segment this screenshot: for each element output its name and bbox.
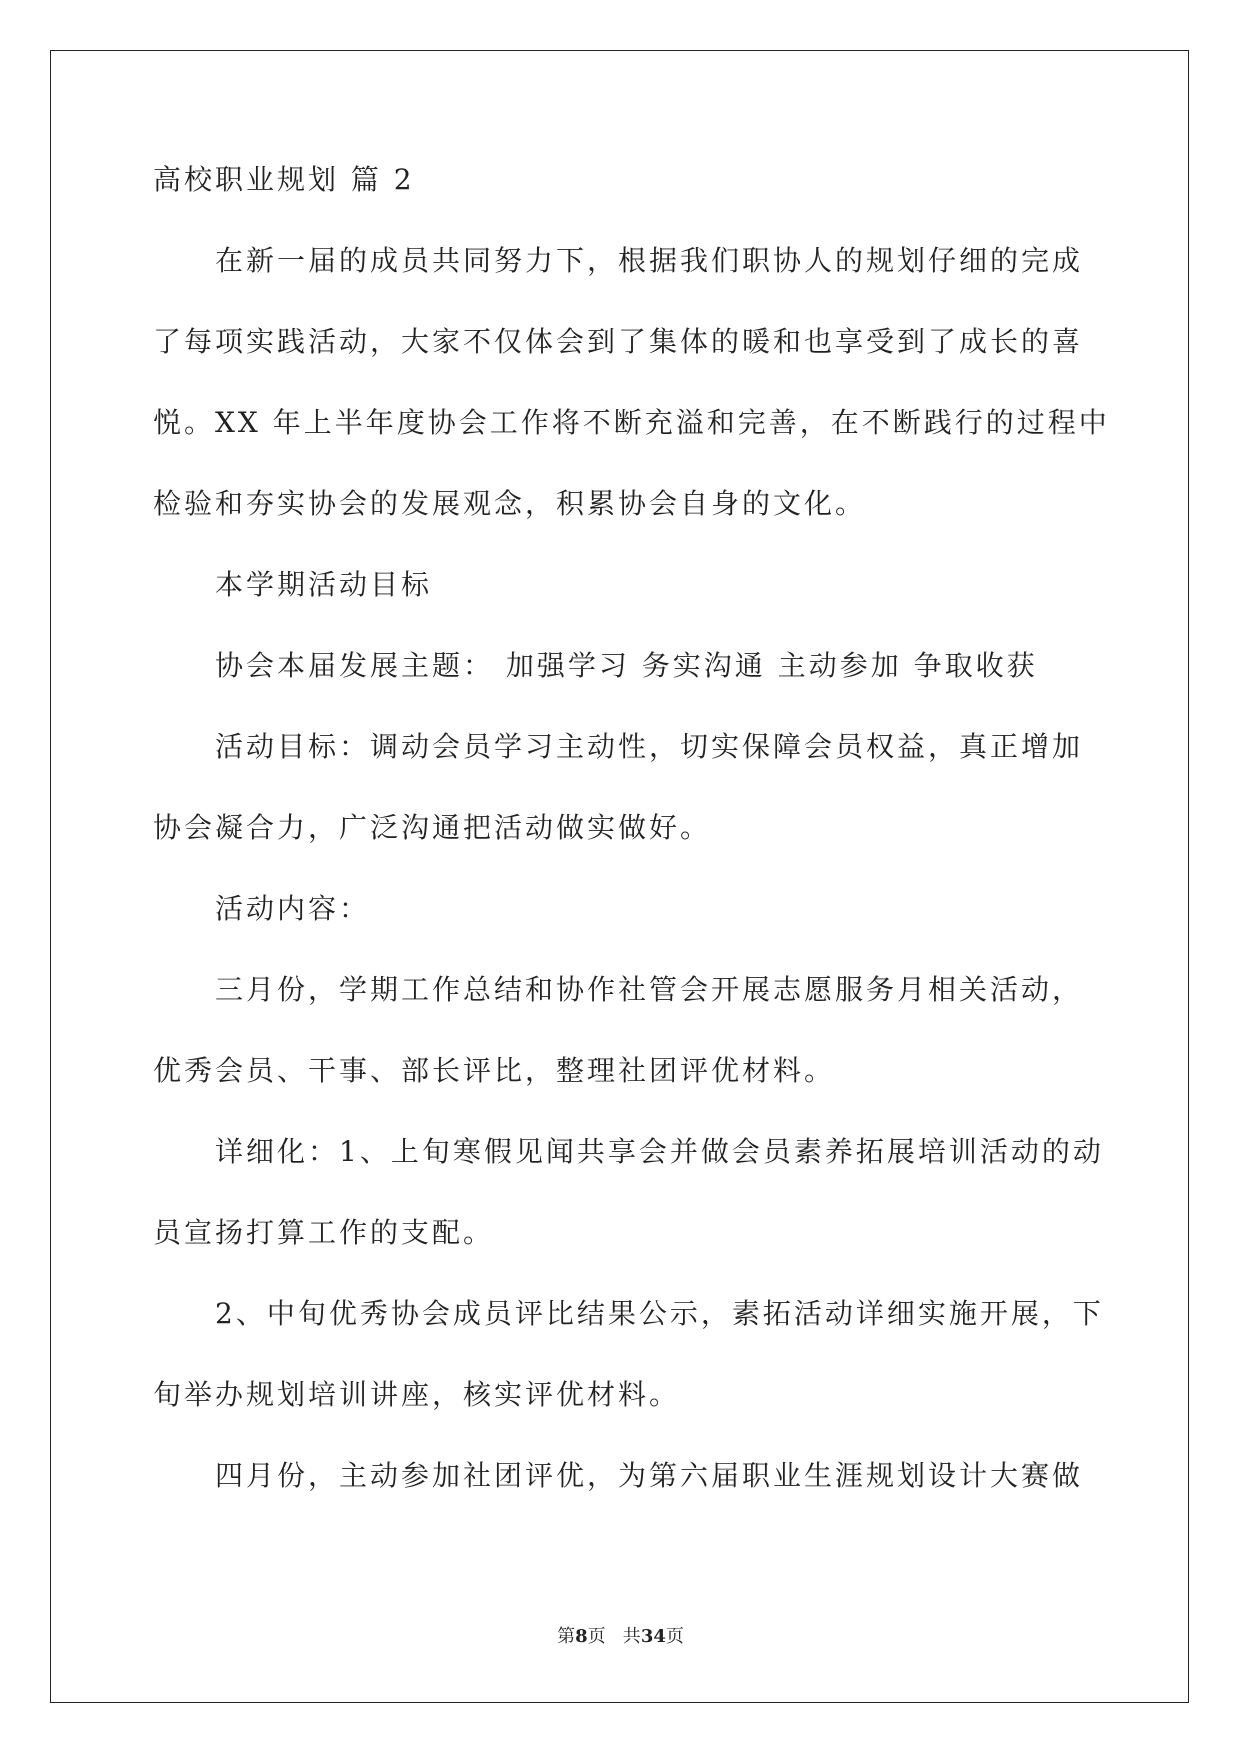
- paragraph-line: 活动目标：调动会员学习主动性，切实保障会员权益，真正增加: [215, 730, 1084, 763]
- footer-suffix: 页: [665, 1626, 684, 1647]
- current-page-number: 8: [575, 1626, 588, 1647]
- paragraph-line: 三月份，学期工作总结和协作社管会开展志愿服务月相关活动，: [215, 973, 1084, 1006]
- paragraph-line: 2、中旬优秀协会成员评比结果公示，素拓活动详细实施开展，下: [215, 1297, 1104, 1330]
- document-body: [153, 160, 1110, 1537]
- paragraph-line: 在新一届的成员共同努力下，根据我们职协人的规划仔细的完成: [215, 244, 1084, 277]
- paragraph-line: 协会凝合力，广泛沟通把活动做实做好。: [153, 811, 712, 844]
- paragraph-line: 优秀会员、干事、部长评比，整理社团评优材料。: [153, 1054, 836, 1087]
- section-heading: 本学期活动目标: [215, 568, 433, 601]
- paragraph-line: 了每项实践活动，大家不仅体会到了集体的暖和也享受到了成长的喜: [153, 325, 1084, 358]
- paragraph-line: 协会本届发展主题： 加强学习 务实沟通 主动参加 争取收获: [215, 649, 1038, 682]
- paragraph-line: 活动内容：: [215, 892, 371, 925]
- footer-prefix: 第: [557, 1626, 576, 1647]
- document-title: 高校职业规划 篇 2: [153, 163, 415, 196]
- footer-mid: 页 共: [587, 1626, 641, 1647]
- paragraph-line: 检验和夯实协会的发展观念，积累协会自身的文化。: [153, 487, 867, 520]
- paragraph-line: 旬举办规划培训讲座，核实评优材料。: [153, 1378, 681, 1411]
- paragraph-line: 四月份，主动参加社团评优，为第六届职业生涯规划设计大赛做: [215, 1459, 1084, 1492]
- paragraph-line: 员宣扬打算工作的支配。: [153, 1216, 495, 1249]
- paragraph-line: 悦。XX 年上半年度协会工作将不断充溢和完善，在不断践行的过程中: [153, 406, 1110, 439]
- page-footer: [0, 1622, 1241, 1648]
- paragraph-line: 详细化：1、上旬寒假见闻共享会并做会员素养拓展培训活动的动: [215, 1135, 1104, 1168]
- total-pages-number: 34: [640, 1626, 666, 1647]
